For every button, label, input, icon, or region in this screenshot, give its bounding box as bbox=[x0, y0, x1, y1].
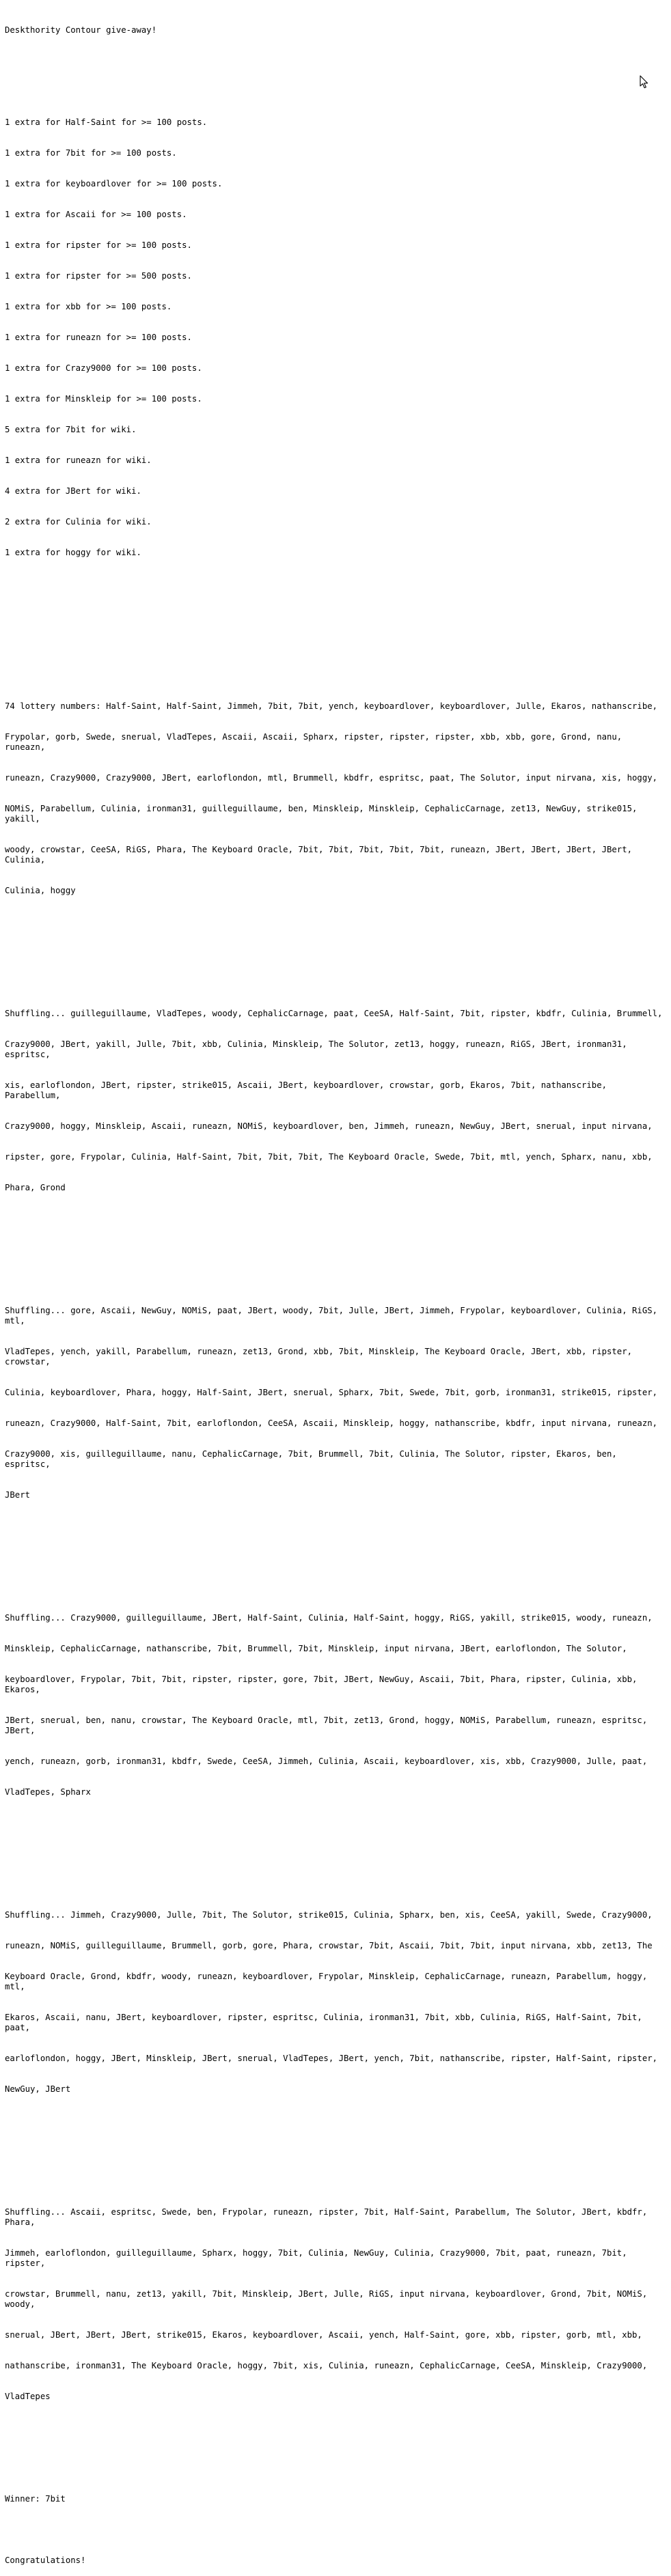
blank-line bbox=[5, 1552, 666, 1562]
extra-line: 5 extra for 7bit for wiki. bbox=[5, 425, 137, 434]
shuffle-line: nathanscribe, ironman31, The Keyboard Oracle, hoggy, 7bit, xis, Culinia, runeazn, CephalicCarnage, CeeSA, Minskleip, Crazy9000, bbox=[5, 2361, 648, 2370]
shuffle-line: keyboardlover, Frypolar, 7bit, 7bit, ripster, ripster, gore, 7bit, JBert, NewGuy, Ascaii, 7bit, Phara, ripster, Culinia, xbb, Ekaros, bbox=[5, 1675, 642, 1694]
title-line: Deskthority Contour give-away! bbox=[5, 25, 157, 35]
congratulations-line: Congratulations! bbox=[5, 2556, 86, 2565]
extra-line: 1 extra for Minskleip for >= 100 posts. bbox=[5, 394, 202, 404]
shuffle-line: yench, runeazn, gorb, ironman31, kbdfr, Swede, CeeSA, Jimmeh, Culinia, Ascaii, keyboardlover, xis, xbb, Crazy9000, Julle, paat, bbox=[5, 1756, 648, 1766]
winner-line: Winner: 7bit bbox=[5, 2494, 66, 2504]
shuffle-line: Jimmeh, earloflondon, guilleguillaume, Spharx, hoggy, 7bit, Culinia, NewGuy, Culinia, Crazy9000, 7bit, paat, runeazn, 7bit, ripster, bbox=[5, 2248, 633, 2268]
shuffle-block bbox=[5, 1285, 666, 1521]
lottery-line: Frypolar, gorb, Swede, snerual, VladTepes, Ascaii, Ascaii, Spharx, ripster, ripster, ripster, xbb, xbb, gore, Grond, nanu, runeazn, bbox=[5, 732, 627, 752]
shuffle-block bbox=[5, 2187, 666, 2422]
extras-list bbox=[5, 97, 666, 578]
shuffle-line: earloflondon, hoggy, JBert, Minskleip, JBert, snerual, VladTepes, JBert, yench, 7bit, nathanscribe, ripster, Half-Saint, ripster, bbox=[5, 2054, 658, 2063]
shuffle-line: Ekaros, Ascaii, nanu, JBert, keyboardlover, ripster, espritsc, Culinia, ironman31, 7bit, xbb, Culinia, RiGS, Half-Saint, 7bit, paat, bbox=[5, 2013, 648, 2032]
lottery-line: runeazn, Crazy9000, Crazy9000, JBert, earloflondon, mtl, Brummell, kbdfr, espritsc, paat, The Solutor, input nirvana, xis, hoggy, bbox=[5, 773, 658, 783]
extra-line: 1 extra for Crazy9000 for >= 100 posts. bbox=[5, 363, 202, 373]
lottery-line: Culinia, hoggy bbox=[5, 886, 76, 895]
blank-line bbox=[5, 1244, 666, 1255]
lottery-line: 74 lottery numbers: Half-Saint, Half-Saint, Jimmeh, 7bit, 7bit, yench, keyboardlover, keyboardlover, Julle, Ekaros, nathanscribe, bbox=[5, 701, 658, 711]
blank-line bbox=[5, 2146, 666, 2156]
extra-line: 1 extra for ripster for >= 100 posts. bbox=[5, 240, 192, 250]
shuffle-line: Shuffling... guilleguillaume, VladTepes, woody, CephalicCarnage, paat, CeeSA, Half-Saint, 7bit, ripster, kbdfr, Culinia, Brummell, bbox=[5, 1009, 663, 1018]
shuffle-line: VladTepes, Spharx bbox=[5, 1787, 91, 1797]
shuffle-line: JBert bbox=[5, 1490, 31, 1500]
extra-line: 1 extra for Half-Saint for >= 100 posts. bbox=[5, 117, 208, 127]
shuffle-line: Keyboard Oracle, Grond, kbdfr, woody, runeazn, keyboardlover, Frypolar, Minskleip, CephalicCarnage, runeazn, Parabellum, hoggy, mtl, bbox=[5, 1972, 653, 1991]
extra-line: 1 extra for hoggy for wiki. bbox=[5, 548, 141, 557]
extra-line: 2 extra for Culinia for wiki. bbox=[5, 517, 152, 527]
shuffle-line: JBert, snerual, ben, nanu, crowstar, The Keyboard Oracle, mtl, 7bit, zet13, Grond, hoggy, NOMiS, Parabellum, runeazn, espritsc, JBert, bbox=[5, 1716, 653, 1735]
shuffle-line: snerual, JBert, JBert, JBert, strike015, Ekaros, keyboardlover, Ascaii, yench, Half-Saint, gore, xbb, ripster, gorb, mtl, xbb, bbox=[5, 2330, 642, 2340]
shuffle-line: runeazn, NOMiS, guilleguillaume, Brummell, gorb, gore, Phara, crowstar, 7bit, Ascaii, 7bit, 7bit, input nirvana, xbb, zet13, The bbox=[5, 1941, 653, 1950]
shuffle-line: Shuffling... Ascaii, espritsc, Swede, ben, Frypolar, runeazn, ripster, 7bit, Half-Saint, Parabellum, The Solutor, JBert, kbdfr, Phara, bbox=[5, 2207, 653, 2227]
blank-line bbox=[5, 56, 666, 66]
extra-line: 1 extra for Ascaii for >= 100 posts. bbox=[5, 210, 187, 219]
mouse-pointer-icon bbox=[640, 75, 649, 89]
shuffle-line: Crazy9000, xis, guilleguillaume, nanu, CephalicCarnage, 7bit, Brummell, 7bit, Culinia, The Solutor, ripster, Ekaros, ben, espritsc, bbox=[5, 1449, 622, 1469]
shuffle-line: crowstar, Brummell, nanu, zet13, yakill, 7bit, Minskleip, JBert, Julle, RiGS, input nirvana, keyboardlover, Grond, 7bit, NOMiS, woody, bbox=[5, 2289, 653, 2309]
extra-line: 1 extra for runeazn for wiki. bbox=[5, 456, 152, 465]
shuffle-line: Crazy9000, JBert, yakill, Julle, 7bit, xbb, Culinia, Minskleip, The Solutor, zet13, hoggy, runeazn, RiGS, JBert, ironman31, espritsc, bbox=[5, 1039, 633, 1059]
shuffle-line: Shuffling... Jimmeh, Crazy9000, Julle, 7bit, The Solutor, strike015, Culinia, Spharx, ben, xis, CeeSA, yakill, Swede, Crazy9000, bbox=[5, 1910, 653, 1920]
shuffle-line: xis, earloflondon, JBert, ripster, strike015, Ascaii, JBert, keyboardlover, crowstar, gorb, Ekaros, 7bit, nathanscribe, Parabellum, bbox=[5, 1080, 612, 1100]
shuffle-line: runeazn, Crazy9000, Half-Saint, 7bit, earloflondon, CeeSA, Ascaii, Minskleip, hoggy, nathanscribe, kbdfr, input nirvana, runeazn, bbox=[5, 1418, 658, 1428]
shuffle-line: ripster, gore, Frypolar, Culinia, Half-Saint, 7bit, 7bit, 7bit, The Keyboard Oracle, Swede, 7bit, mtl, yench, Spharx, nanu, xbb, bbox=[5, 1152, 653, 1162]
blank-line bbox=[5, 1849, 666, 1859]
shuffle-line: Culinia, keyboardlover, Phara, hoggy, Half-Saint, JBert, snerual, Spharx, 7bit, Swede, 7bit, gorb, ironman31, strike015, ripster, bbox=[5, 1388, 658, 1397]
blank-line bbox=[5, 947, 666, 957]
shuffle-line: VladTepes bbox=[5, 2392, 51, 2401]
extra-line: 1 extra for keyboardlover for >= 100 posts. bbox=[5, 179, 223, 188]
shuffle-block bbox=[5, 988, 666, 1214]
extra-line: 4 extra for JBert for wiki. bbox=[5, 486, 141, 496]
console-output bbox=[5, 5, 666, 2576]
blank-line bbox=[5, 640, 666, 650]
blank-line bbox=[5, 609, 666, 619]
shuffle-line: Crazy9000, hoggy, Minskleip, Ascaii, runeazn, NOMiS, keyboardlover, ben, Jimmeh, runeazn, NewGuy, JBert, snerual, input nirvana, bbox=[5, 1121, 653, 1131]
blank-line bbox=[5, 2453, 666, 2463]
shuffle-block bbox=[5, 1593, 666, 1818]
extra-line: 1 extra for ripster for >= 500 posts. bbox=[5, 271, 192, 281]
shuffle-line: Shuffling... gore, Ascaii, NewGuy, NOMiS, paat, JBert, woody, 7bit, Julle, JBert, Jimmeh, Frypolar, keyboardlover, Culinia, RiGS, mtl, bbox=[5, 1306, 663, 1326]
shuffle-line: Minskleip, CephalicCarnage, nathanscribe, 7bit, Brummell, 7bit, Minskleip, input nirvana, JBert, earloflondon, The Solutor, bbox=[5, 1644, 627, 1653]
shuffle-line: VladTepes, yench, yakill, Parabellum, runeazn, zet13, Grond, xbb, 7bit, Minskleip, The Keyboard Oracle, JBert, xbb, ripster, crowstar, bbox=[5, 1347, 638, 1367]
blank-line bbox=[5, 2525, 666, 2535]
shuffle-line: Phara, Grond bbox=[5, 1183, 66, 1192]
shuffle-line: NewGuy, JBert bbox=[5, 2084, 71, 2094]
extra-line: 1 extra for runeazn for >= 100 posts. bbox=[5, 333, 192, 342]
extra-line: 1 extra for 7bit for >= 100 posts. bbox=[5, 148, 177, 158]
lottery-line: NOMiS, Parabellum, Culinia, ironman31, guilleguillaume, ben, Minskleip, Minskleip, CephalicCarnage, zet13, NewGuy, strike015, yakill, bbox=[5, 804, 642, 824]
lottery-line: woody, crowstar, CeeSA, RiGS, Phara, The Keyboard Oracle, 7bit, 7bit, 7bit, 7bit, 7bit, runeazn, JBert, JBert, JBert, JBert, Culinia, bbox=[5, 845, 638, 865]
shuffle-line: Shuffling... Crazy9000, guilleguillaume, JBert, Half-Saint, Culinia, Half-Saint, hoggy, RiGS, yakill, strike015, woody, runeazn, bbox=[5, 1613, 653, 1623]
extra-line: 1 extra for xbb for >= 100 posts. bbox=[5, 302, 172, 311]
shuffle-block bbox=[5, 1890, 666, 2115]
lottery-numbers bbox=[5, 681, 666, 916]
